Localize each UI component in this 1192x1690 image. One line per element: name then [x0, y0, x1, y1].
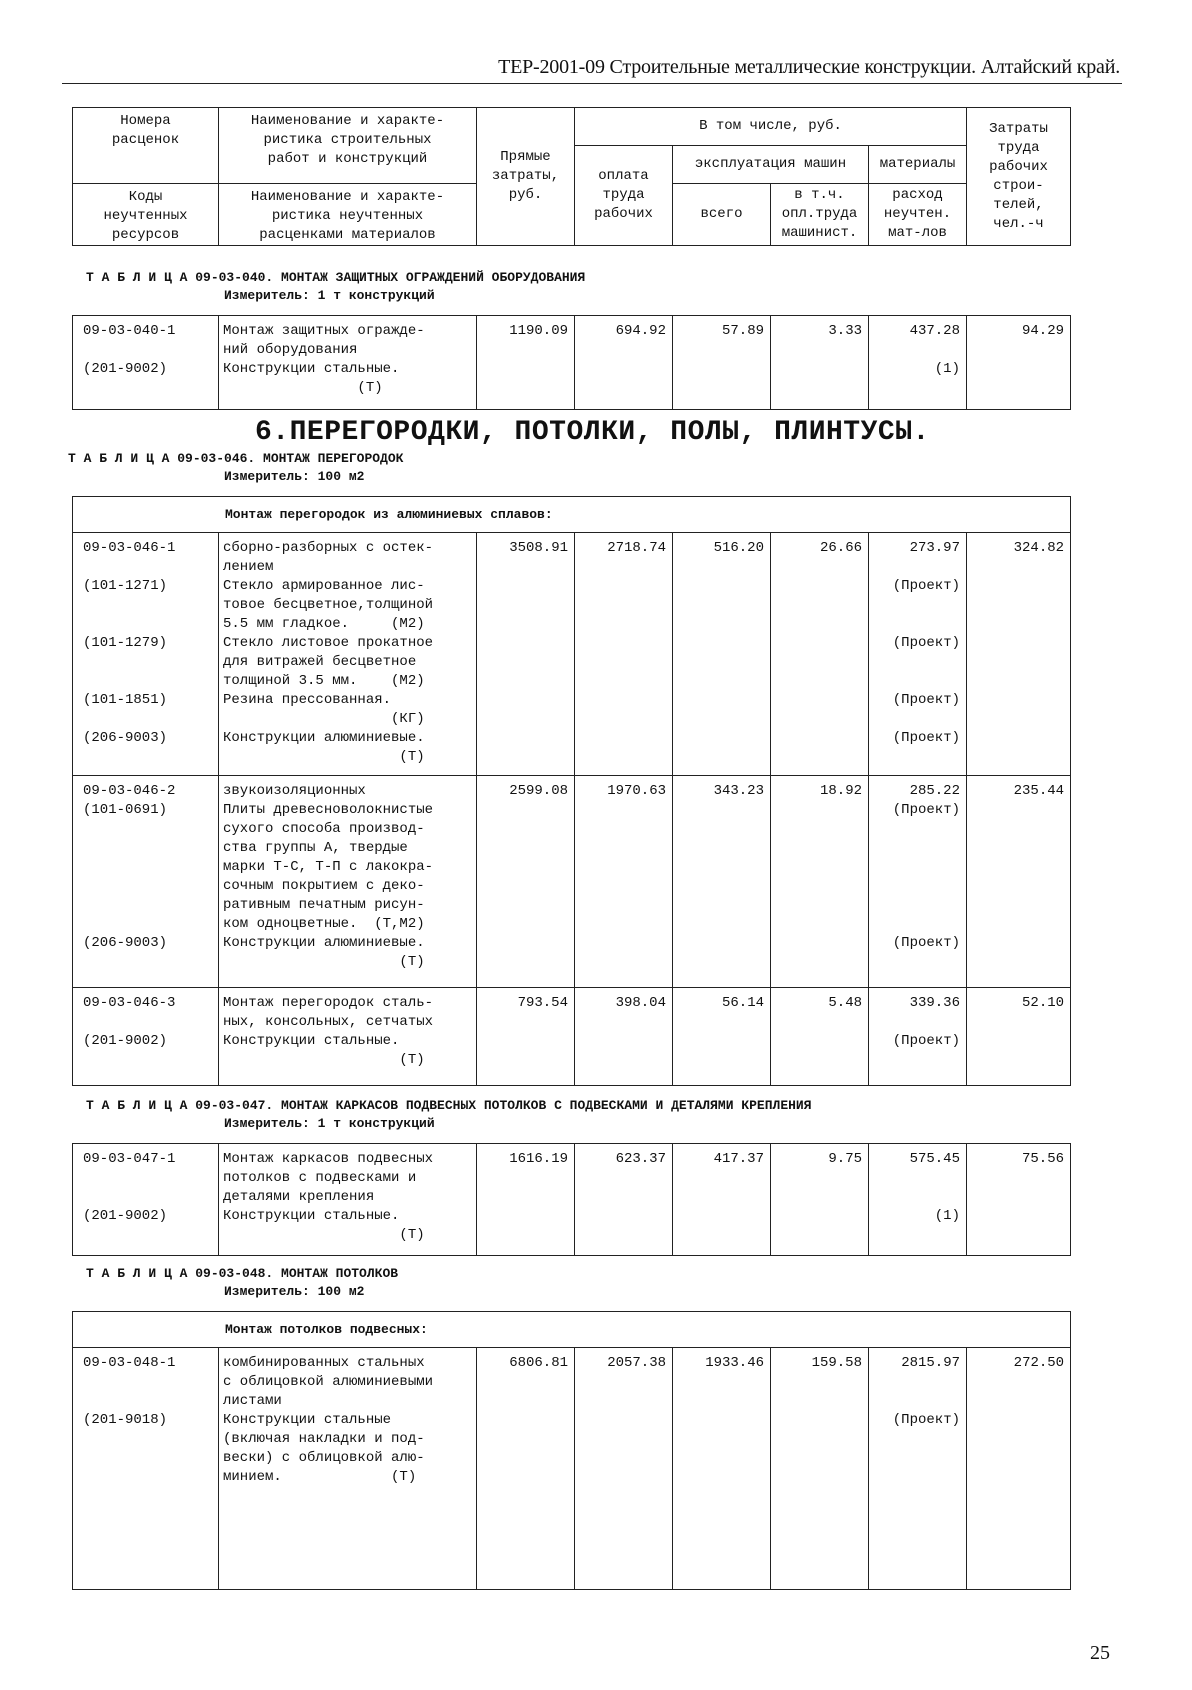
machinist-pay: 3.33 [771, 316, 869, 410]
resource-use: (Проект) [892, 692, 960, 708]
materials: 339.36 [909, 995, 960, 1011]
direct-cost: 1616.19 [477, 1144, 575, 1256]
table-subheading: Монтаж потолков подвесных: [73, 1312, 1071, 1348]
resource-code: (101-0691) [83, 802, 168, 818]
labor-hours: 52.10 [967, 988, 1071, 1086]
materials: 2815.97 [901, 1355, 960, 1371]
direct-cost: 3508.91 [477, 533, 575, 776]
table-measure-046: Измеритель: 100 м2 [224, 469, 365, 484]
rate-code: 09-03-046-2 [83, 783, 176, 799]
table-046 [72, 496, 1071, 1086]
materials: 273.97 [909, 540, 960, 556]
machines-total: 417.37 [673, 1144, 771, 1256]
rate-name: Монтаж каркасов подвесных [223, 1151, 434, 1167]
machines-total: 343.23 [673, 776, 771, 988]
col-machines-total: всего [673, 184, 771, 246]
column-header-table [72, 107, 1071, 246]
machinist-pay: 9.75 [771, 1144, 869, 1256]
rate-name: сборно-разборных с остек- [223, 540, 434, 556]
labor-hours: 272.50 [967, 1348, 1071, 1590]
resource-name: Конструкции алюминиевые. [223, 730, 425, 746]
resource-name: Стекло листовое прокатное [223, 635, 434, 651]
table-row: 09-03-048-1 (201-9018) комбинированных стальных с облицовкой алюминиевыми листами Конструкции стальные (включая накладки и под- вески) с облицовкой алю- минием. (Т) 6806.81 2057.38 1933.46 159.58 2815.97 (Проект) 272.50 [73, 1348, 1071, 1590]
resource-code: (201-9018) [83, 1412, 168, 1428]
table-row: 09-03-040-1 (201-9002) Монтаж защитных огражде- ний оборудования Конструкции стальные. (Т) 1190.09 694.92 57.89 3.33 437.28 (1) 94.29 [73, 316, 1071, 410]
labor-pay: 2057.38 [575, 1348, 673, 1590]
resource-name: Конструкции стальные. [223, 1033, 400, 1049]
resource-use: (Проект) [892, 935, 960, 951]
rate-name: Монтаж перегородок сталь- [223, 995, 434, 1011]
labor-pay: 398.04 [575, 988, 673, 1086]
table-047 [72, 1143, 1071, 1256]
col-machinist-pay: в т.ч. опл.труда машинист. [771, 184, 869, 246]
machinist-pay: 5.48 [771, 988, 869, 1086]
rate-code: 09-03-048-1 [83, 1355, 176, 1371]
materials: 285.22 [909, 783, 960, 799]
machinist-pay: 18.92 [771, 776, 869, 988]
page-number: 25 [1090, 1642, 1110, 1664]
labor-pay: 623.37 [575, 1144, 673, 1256]
resource-use: (Проект) [892, 635, 960, 651]
resource-use: (Проект) [892, 1412, 960, 1428]
rate-name: комбинированных стальных [223, 1355, 425, 1371]
resource-code: (201-9002) [83, 1208, 168, 1224]
col-codes-bottom: Коды неучтенных ресурсов [73, 184, 219, 246]
machines-total: 1933.46 [673, 1348, 771, 1590]
direct-cost: 6806.81 [477, 1348, 575, 1590]
table-row: 09-03-046-3 (201-9002) Монтаж перегородок сталь- ных, консольных, сетчатых Конструкции стальные. (Т) 793.54 398.04 56.14 5.48 339.36 (Проект) 52.10 [73, 988, 1071, 1086]
header-rule [62, 83, 1122, 84]
col-labor-pay: оплата труда рабочих [575, 146, 673, 246]
section-title: 6.ПЕРЕГОРОДКИ, ПОТОЛКИ, ПОЛЫ, ПЛИНТУСЫ. [255, 417, 930, 448]
col-including: В том числе, руб. [575, 108, 967, 146]
direct-cost: 793.54 [477, 988, 575, 1086]
col-name-bottom: Наименование и характе- ристика неучтенных расценками материалов [219, 184, 477, 246]
page-header-title: ТЕР-2001-09 Строительные металлические конструкции. Алтайский край. [498, 56, 1120, 78]
resource-code: (206-9003) [83, 935, 168, 951]
resource-code: (206-9003) [83, 730, 168, 746]
resource-code: (101-1851) [83, 692, 168, 708]
machines-total: 516.20 [673, 533, 771, 776]
table-measure-048: Измеритель: 100 м2 [224, 1284, 365, 1299]
table-caption-040: Т А Б Л И Ц А 09-03-040. МОНТАЖ ЗАЩИТНЫХ ОГРАЖДЕНИЙ ОБОРУДОВАНИЯ [86, 270, 586, 285]
resource-code: (201-9002) [83, 1033, 168, 1049]
rate-code: 09-03-047-1 [83, 1151, 176, 1167]
resource-name: Конструкции стальные. [223, 361, 400, 377]
labor-hours: 235.44 [967, 776, 1071, 988]
table-048 [72, 1311, 1071, 1590]
resource-name: Конструкции алюминиевые. [223, 935, 425, 951]
rate-code: 09-03-040-1 [83, 323, 176, 339]
direct-cost: 1190.09 [477, 316, 575, 410]
col-direct-costs: Прямые затраты, руб. [477, 108, 575, 246]
table-row: 09-03-046-2 (101-0691) (206-9003) звукоизоляционных Плиты древесноволокнистые сухого способа производ- ства группы А, твердые марки Т-С, Т-П с лакокра- сочным покрытием с деко- ративным печатным рисун- ком одноцветные. (Т,М2) Конструкции алюминиевые. (Т) 2599.08 1970.63 343.23 18.92 285.22 (Проект) (Проект) 235.44 [73, 776, 1071, 988]
resource-code: (201-9002) [83, 361, 168, 377]
table-measure-047: Измеритель: 1 т конструкций [224, 1116, 435, 1131]
labor-hours: 324.82 [967, 533, 1071, 776]
table-caption-046: Т А Б Л И Ц А 09-03-046. МОНТАЖ ПЕРЕГОРОДОК [68, 451, 404, 466]
col-materials: материалы [869, 146, 967, 184]
table-row: 09-03-046-1 (101-1271) (101-1279) (101-1851) (206-9003) сборно-разборных с остек- лением Стекло армированное лис- товое бесцветное,толщиной 5.5 мм гладкое. (М2) Стекло листовое прокатное для витражей бесцветное толщиной 3.5 мм. (М2) Резина прессованная. (КГ) Конструкции алюминиевые. (Т) 3508.91 2718.74 516.20 26.66 273.97 (Проект) (Проект) (Проект) (Проект) 324.82 [73, 533, 1071, 776]
col-name-top: Наименование и характе- ристика строительных работ и конструкций [219, 108, 477, 184]
resource-name: Конструкции стальные [223, 1412, 392, 1428]
materials: 437.28 [909, 323, 960, 339]
machines-total: 57.89 [673, 316, 771, 410]
labor-hours: 75.56 [967, 1144, 1071, 1256]
resource-use: (Проект) [892, 578, 960, 594]
resource-name: Плиты древесноволокнистые [223, 802, 434, 818]
table-caption-048: Т А Б Л И Ц А 09-03-048. МОНТАЖ ПОТОЛКОВ [86, 1266, 399, 1281]
table-subheading: Монтаж перегородок из алюминиевых сплавов: [73, 497, 1071, 533]
table-row: 09-03-047-1 (201-9002) Монтаж каркасов подвесных потолков с подвесками и деталями крепления Конструкции стальные. (Т) 1616.19 623.37 417.37 9.75 575.45 (1) 75.56 [73, 1144, 1071, 1256]
machinist-pay: 26.66 [771, 533, 869, 776]
rate-name: Монтаж защитных огражде- [223, 323, 425, 339]
table-caption-047: Т А Б Л И Ц А 09-03-047. МОНТАЖ КАРКАСОВ ПОДВЕСНЫХ ПОТОЛКОВ С ПОДВЕСКАМИ И ДЕТАЛЯМИ КРЕПЛЕНИЯ [86, 1098, 812, 1113]
resource-name: Резина прессованная. [223, 692, 392, 708]
machines-total: 56.14 [673, 988, 771, 1086]
materials: 575.45 [909, 1151, 960, 1167]
resource-use: (1) [934, 361, 960, 377]
table-040 [72, 315, 1071, 410]
labor-pay: 2718.74 [575, 533, 673, 776]
direct-cost: 2599.08 [477, 776, 575, 988]
rate-name: звукоизоляционных [223, 783, 366, 799]
resource-name: Стекло армированное лис- [223, 578, 425, 594]
resource-use: (1) [934, 1208, 960, 1224]
machinist-pay: 159.58 [771, 1348, 869, 1590]
resource-code: (101-1279) [83, 635, 168, 651]
labor-pay: 694.92 [575, 316, 673, 410]
rate-code: 09-03-046-3 [83, 995, 176, 1011]
rate-code: 09-03-046-1 [83, 540, 176, 556]
col-labor-costs: Затраты труда рабочих строи- телей, чел.-ч [967, 108, 1071, 246]
resource-code: (101-1271) [83, 578, 168, 594]
labor-pay: 1970.63 [575, 776, 673, 988]
col-machines: эксплуатация машин [673, 146, 869, 184]
col-codes-top: Номера расценок [73, 108, 219, 184]
table-measure-040: Измеритель: 1 т конструкций [224, 288, 435, 303]
col-material-use: расход неучтен. мат-лов [869, 184, 967, 246]
resource-use: (Проект) [892, 802, 960, 818]
labor-hours: 94.29 [967, 316, 1071, 410]
resource-use: (Проект) [892, 730, 960, 746]
resource-use: (Проект) [892, 1033, 960, 1049]
resource-name: Конструкции стальные. [223, 1208, 400, 1224]
